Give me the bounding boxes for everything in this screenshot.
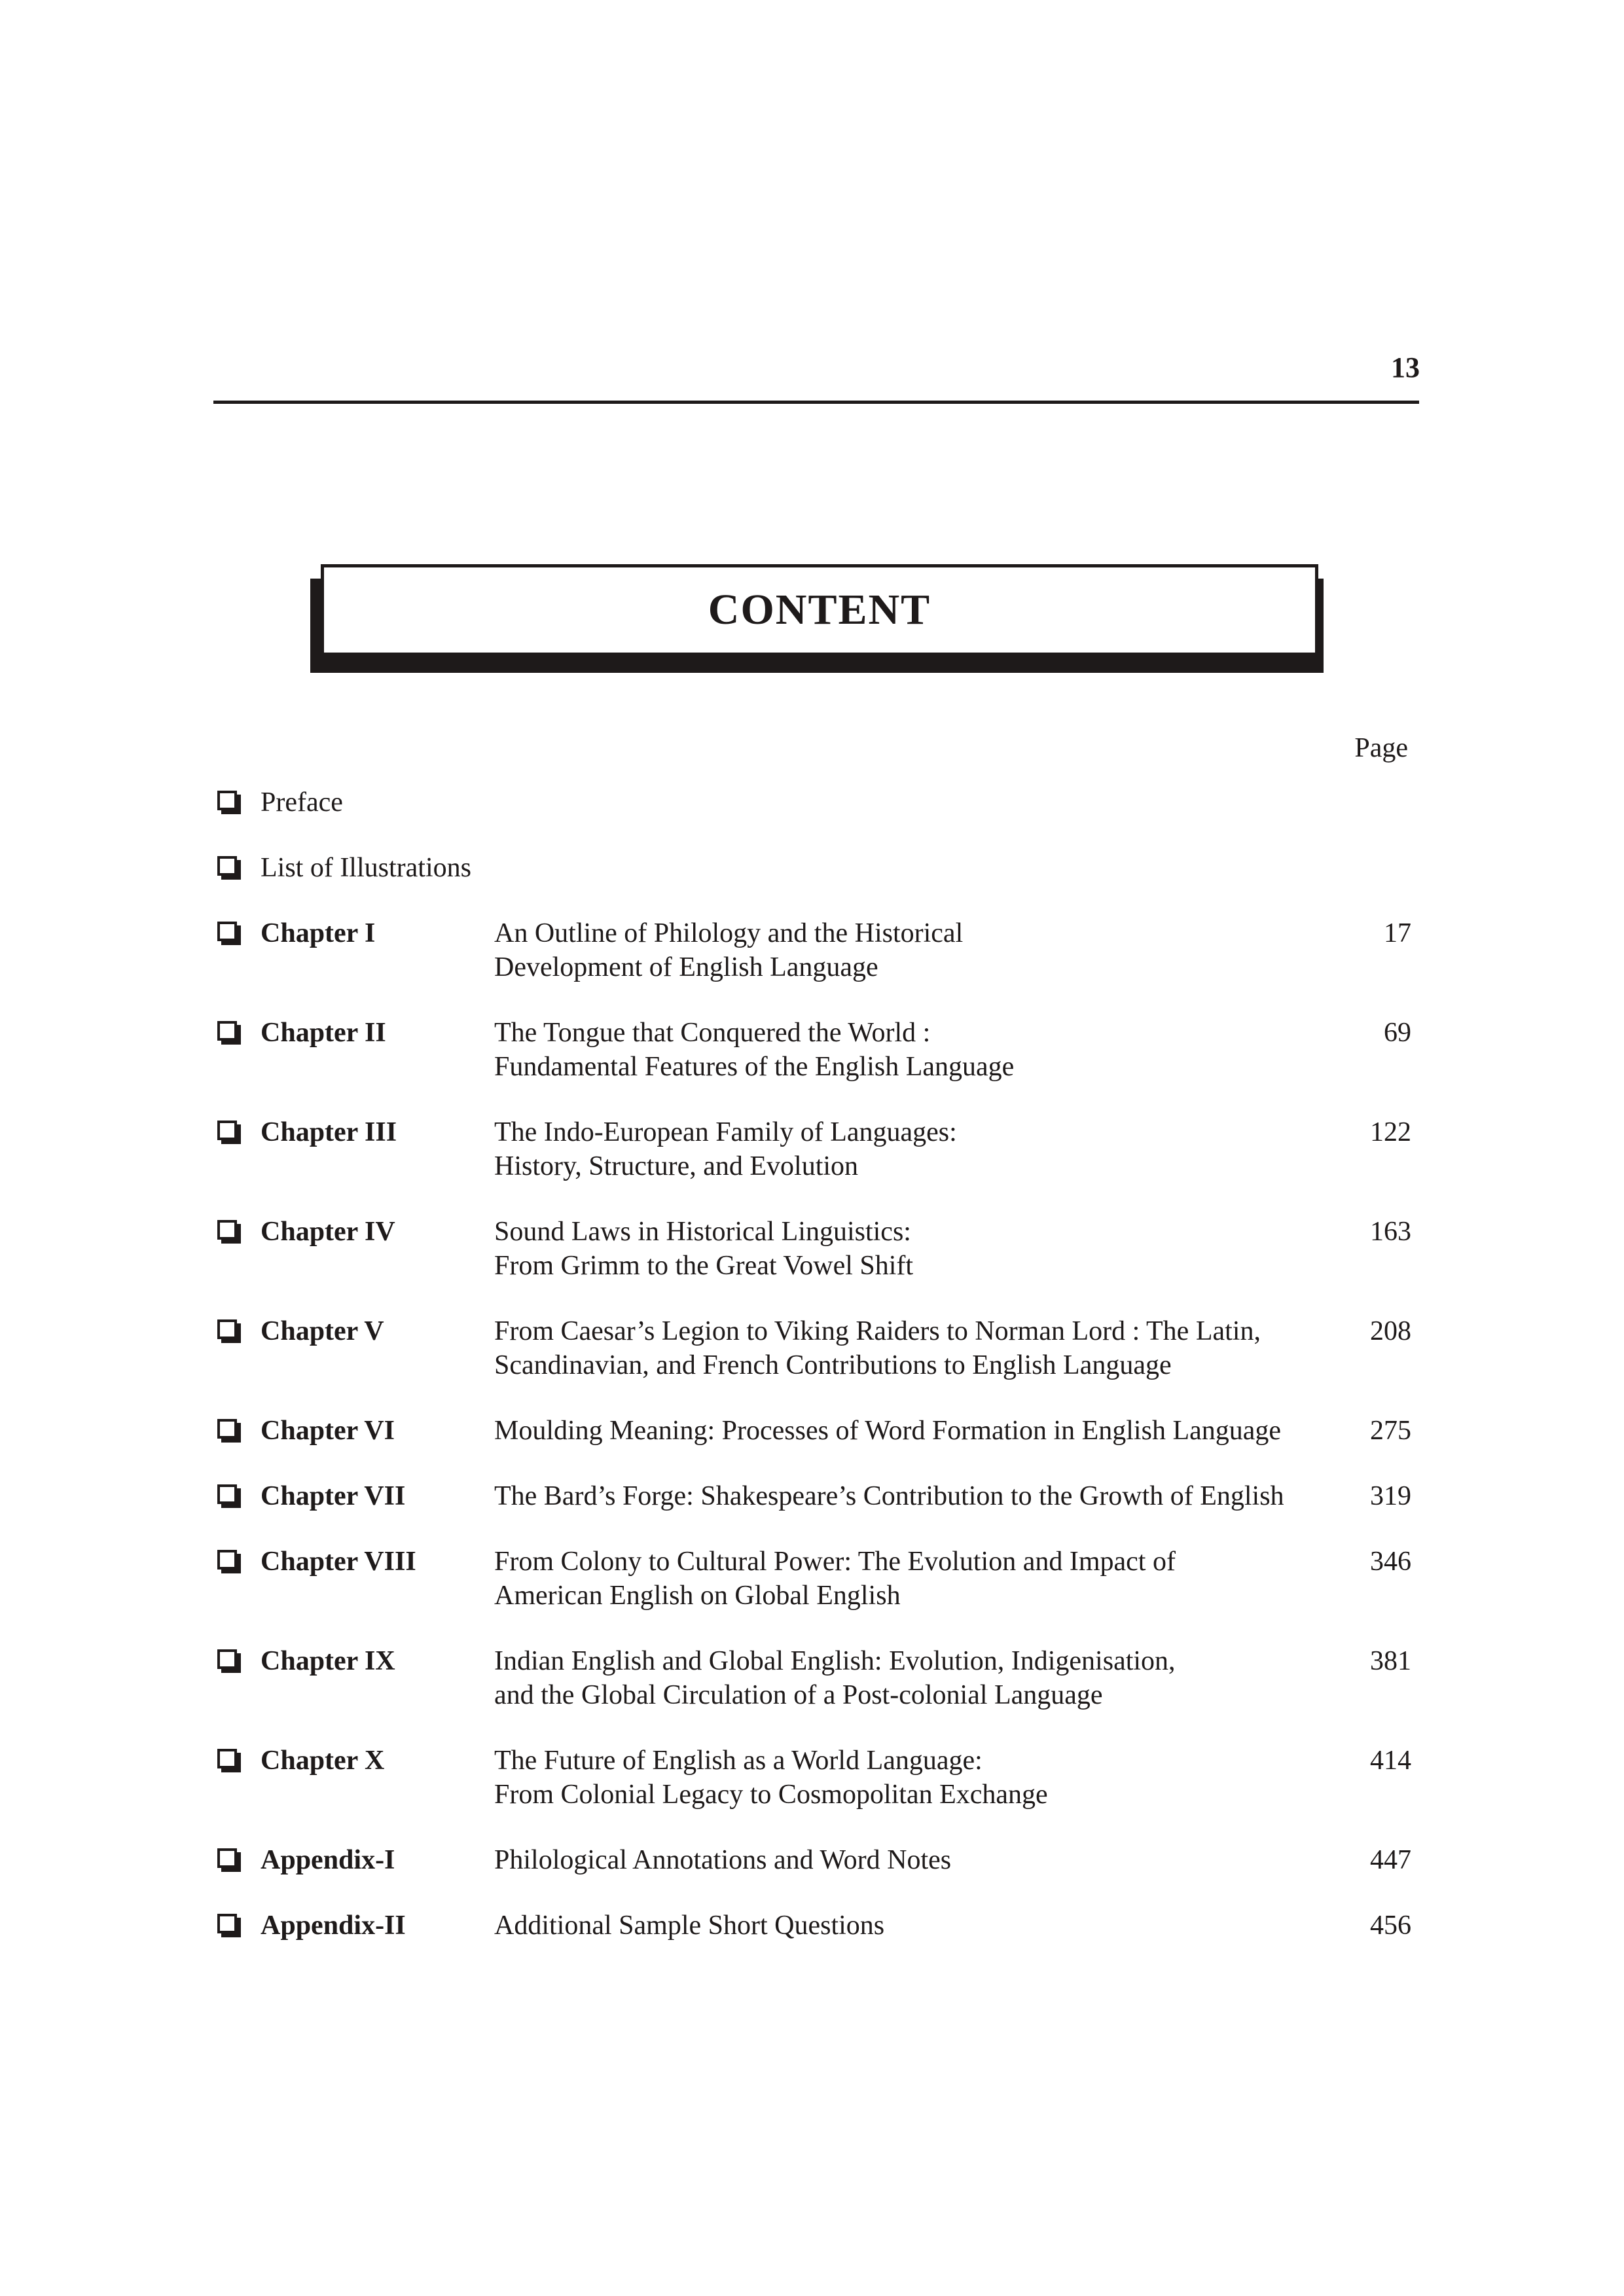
toc-entry-title: [494, 1115, 1345, 1183]
toc-entry-label: Chapter IX: [261, 1646, 395, 1676]
toc-entry-title: [494, 1843, 1345, 1877]
toc-entry-title-line: Scandinavian, and French Contributions to English Language: [494, 1350, 1172, 1380]
checkbox-bullet-icon: [217, 1121, 237, 1140]
checkbox-bullet-icon: [217, 1220, 237, 1240]
toc-entry-title-line: Philological Annotations and Word Notes: [494, 1845, 952, 1875]
checkbox-bullet-icon: [217, 856, 237, 876]
toc-entry-title: [494, 1016, 1345, 1084]
toc-entry-page: 456: [1370, 1910, 1411, 1941]
toc-entry-label: Chapter X: [261, 1746, 385, 1776]
toc-entry-label: Appendix-I: [261, 1845, 395, 1875]
toc-entry-page: 319: [1370, 1481, 1411, 1511]
toc-entry-title-line: Fundamental Features of the English Language: [494, 1052, 1015, 1082]
toc-entry-label: List of Illustrations: [261, 853, 471, 883]
toc-entry-page: 447: [1370, 1845, 1411, 1875]
toc-entry-title: [494, 1545, 1345, 1613]
toc-entry-title: [494, 1479, 1345, 1513]
checkbox-bullet-icon: [217, 1484, 237, 1504]
toc-entry-title-line: From Colonial Legacy to Cosmopolitan Exchange: [494, 1780, 1048, 1810]
page-column-label: Page: [1354, 733, 1408, 763]
header-rule: [213, 401, 1419, 404]
toc-entry-title-line: The Future of English as a World Language:: [494, 1746, 983, 1776]
toc-entry-title-line: Moulding Meaning: Processes of Word Formation in English Language: [494, 1416, 1282, 1446]
toc-entry-title-line: Additional Sample Short Questions: [494, 1910, 885, 1941]
checkbox-bullet-icon: [217, 1550, 237, 1570]
checkbox-bullet-icon: [217, 1848, 237, 1868]
toc-entry-page: 17: [1384, 918, 1411, 948]
toc-entry-page: 381: [1370, 1646, 1411, 1676]
checkbox-bullet-icon: [217, 1914, 237, 1933]
toc-entry-title: [494, 1909, 1345, 1943]
checkbox-bullet-icon: [217, 922, 237, 941]
toc-entry-title-line: History, Structure, and Evolution: [494, 1151, 859, 1181]
toc-entry-title-line: From Grimm to the Great Vowel Shift: [494, 1251, 914, 1281]
page-number: 13: [1391, 351, 1420, 384]
toc-entry-title: [494, 1414, 1345, 1448]
toc-entry-page: 275: [1370, 1416, 1411, 1446]
toc-entry-title-line: American English on Global English: [494, 1581, 901, 1611]
toc-entry-title: [494, 916, 1345, 984]
toc-entry-page: 122: [1370, 1117, 1411, 1147]
page-title: CONTENT: [708, 586, 931, 634]
toc-entry-title-line: and the Global Circulation of a Post-colonial Language: [494, 1680, 1103, 1710]
toc-entry-title-line: Sound Laws in Historical Linguistics:: [494, 1217, 911, 1247]
toc-entry-title-line: The Tongue that Conquered the World :: [494, 1018, 931, 1048]
checkbox-bullet-icon: [217, 1021, 237, 1041]
checkbox-bullet-icon: [217, 1649, 237, 1669]
toc-entry-label: Chapter VIII: [261, 1547, 416, 1577]
toc-entry-label: Chapter V: [261, 1316, 384, 1346]
toc-entry-label: Chapter I: [261, 918, 376, 948]
toc-entry-label: Chapter VI: [261, 1416, 395, 1446]
toc-entry-label: Chapter II: [261, 1018, 386, 1048]
toc-entry-title: [494, 1314, 1345, 1382]
toc-entry-page: 69: [1384, 1018, 1411, 1048]
toc-entry-page: 346: [1370, 1547, 1411, 1577]
toc-entry-label: Preface: [261, 787, 343, 817]
toc-entry-title: [494, 1644, 1345, 1712]
toc-entry-title: [494, 1744, 1345, 1812]
toc-entry-label: Chapter III: [261, 1117, 397, 1147]
title-box: [321, 564, 1318, 656]
toc-entry-title: [494, 1215, 1345, 1283]
toc-entry-page: 163: [1370, 1217, 1411, 1247]
toc-entry-title-line: From Colony to Cultural Power: The Evolution and Impact of: [494, 1547, 1176, 1577]
checkbox-bullet-icon: [217, 1319, 237, 1339]
toc-entry-title-line: The Bard’s Forge: Shakespeare’s Contribution to the Growth of English: [494, 1481, 1284, 1511]
toc-entry-title-line: From Caesar’s Legion to Viking Raiders to Norman Lord : The Latin,: [494, 1316, 1261, 1346]
toc-entry-label: Chapter IV: [261, 1217, 395, 1247]
toc-entry-page: 414: [1370, 1746, 1411, 1776]
checkbox-bullet-icon: [217, 1749, 237, 1768]
toc-entry-label: Chapter VII: [261, 1481, 406, 1511]
toc-entry-title-line: The Indo-European Family of Languages:: [494, 1117, 957, 1147]
toc-entry-label: Appendix-II: [261, 1910, 406, 1941]
toc-entry-title-line: Indian English and Global English: Evolution, Indigenisation,: [494, 1646, 1176, 1676]
toc-entry-title-line: Development of English Language: [494, 952, 878, 982]
toc-entry-page: 208: [1370, 1316, 1411, 1346]
checkbox-bullet-icon: [217, 1419, 237, 1439]
checkbox-bullet-icon: [217, 791, 237, 810]
toc-entry-title-line: An Outline of Philology and the Historical: [494, 918, 964, 948]
